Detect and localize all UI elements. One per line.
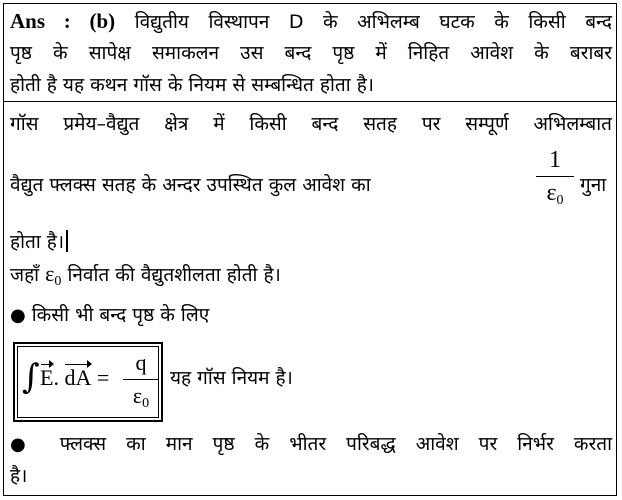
equals-sign: = <box>96 365 110 390</box>
answer-text-1: विद्युतीय विस्थापन D के अभिलम्ब घटक के किसी बन्द <box>134 11 612 33</box>
dot-operator: . <box>53 365 59 390</box>
bullet-dot-icon: ● <box>10 305 26 326</box>
permittivity-text: निर्वात की वैद्युतशीलता होती है। <box>67 264 281 286</box>
where-text: जहाँ <box>10 264 40 286</box>
explanation-line-2: वैद्युत फ्लक्स सतह के अन्दर उपस्थित कुल आवेश का <box>10 174 371 196</box>
epsilon-subscript: 0 <box>142 396 150 411</box>
bullet-dot-icon: ● <box>10 434 40 455</box>
section-divider <box>3 101 617 102</box>
answer-line-1 <box>10 9 612 34</box>
epsilon-symbol: ε <box>546 180 557 206</box>
formula-denominator <box>123 382 159 418</box>
bullet-1-text: किसी भी बन्द पृष्ठ के लिए <box>31 304 210 326</box>
answer-line-2: पृष्ठ के सापेक्ष समाकलन उस बन्द पृष्ठ में निहित आवेश के बराबर <box>10 42 612 64</box>
epsilon-symbol: ε <box>132 383 143 408</box>
bullet-2-text: फ्लक्स का मान पृष्ठ के भीतर परिबद्ध आवेश पर निर्भर करता <box>59 433 612 455</box>
epsilon-zero <box>45 261 62 289</box>
fraction-one-over-epsilon <box>536 146 574 215</box>
formula-fraction-bar <box>123 379 159 380</box>
bullet-2-line-1 <box>10 432 612 457</box>
formula-caption: यह गॉस नियम है। <box>170 367 293 389</box>
answer-label: Ans : (b) <box>10 9 116 33</box>
epsilon-symbol: ε <box>45 261 55 286</box>
bullet-1 <box>10 303 612 328</box>
integral-sign: ∫ <box>22 357 40 397</box>
formula-inner-border <box>17 346 159 418</box>
fraction-numerator: 1 <box>549 147 561 173</box>
formula-fraction <box>123 349 159 418</box>
formula-expression <box>40 365 109 391</box>
fraction-denominator <box>536 179 574 215</box>
explanation-line-4 <box>10 262 612 294</box>
explanation-line-3-text: होता है। <box>10 231 65 253</box>
vector-dA: dA <box>64 365 92 390</box>
epsilon-subscript: 0 <box>54 274 62 289</box>
text-cursor <box>66 230 68 252</box>
formula-numerator: q <box>135 350 147 375</box>
explanation-line-3 <box>10 230 612 254</box>
fraction-bar <box>536 176 574 177</box>
explanation-line-2-after: गुना <box>580 174 607 196</box>
explanation-line-1: गॉस प्रमेय–वैद्युत क्षेत्र में किसी बन्द सतह पर सम्पूर्ण अभिलम्बात <box>10 113 612 135</box>
vector-E: E <box>40 365 54 390</box>
gauss-formula-box <box>13 342 163 422</box>
bullet-2-line-2: है। <box>10 465 28 487</box>
answer-line-3: होती है यह कथन गॉस के नियम से सम्बन्धित होता है। <box>10 74 374 96</box>
epsilon-subscript: 0 <box>556 193 564 208</box>
